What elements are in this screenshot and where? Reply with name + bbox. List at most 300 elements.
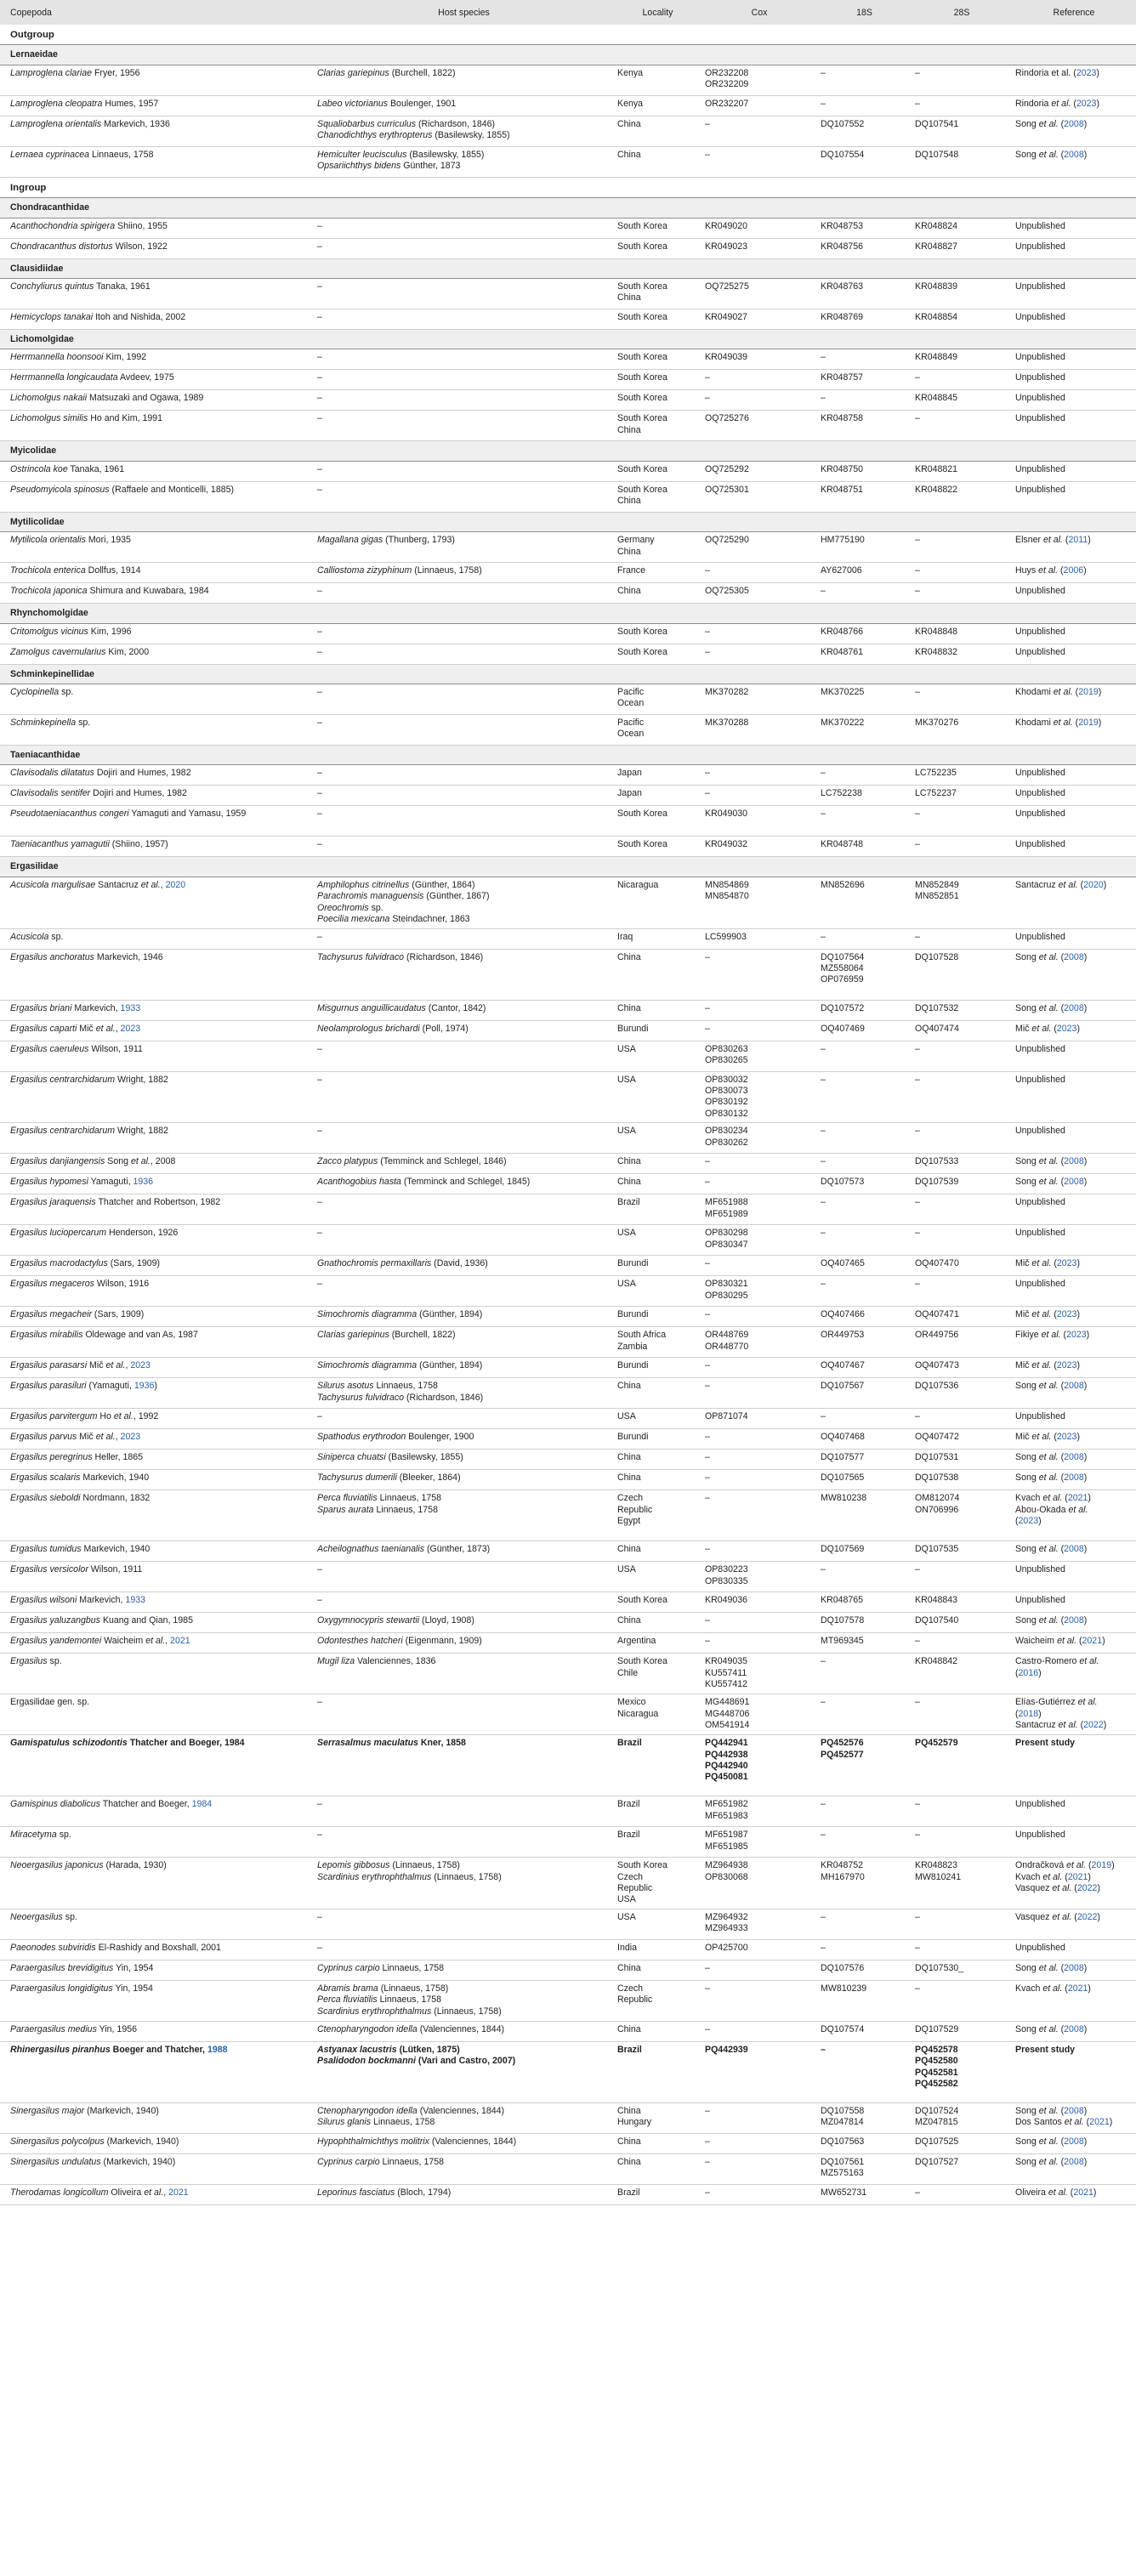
citation-link[interactable]: 2023 [130,1360,151,1371]
copepoda-cell [0,1939,314,1960]
copepoda-cell [0,1960,314,1980]
group-heading: Ingroup [0,177,1136,197]
cell-line [1015,1872,1133,1883]
text-segment: (Cantor, 1842) [425,1002,486,1013]
text-segment: et al. [1031,1360,1052,1371]
citation-link[interactable]: 2008 [1064,2136,1084,2147]
18s-cell [817,837,912,857]
text-segment: Gamispinus diabolicus [10,1799,100,1810]
cell-line: MW810238 [821,1493,867,1504]
reference-cell [1012,1429,1136,1450]
citation-link[interactable]: 2008 [1064,2156,1084,2167]
text-segment: Unpublished [1015,646,1065,657]
copepoda-cell [0,928,314,949]
18s-cell [817,1174,912,1194]
citation-link[interactable]: 2008 [1064,1381,1084,1392]
copepoda-cell [0,1694,314,1735]
cell-line: DQ107530_ [915,1962,964,1973]
citation-link[interactable]: 2020 [165,879,186,890]
locality-cell [614,2102,701,2133]
text-segment: et al. [1038,951,1059,962]
cox-cell [701,837,817,857]
reference-cell [1012,2133,1136,2153]
18s-cell [817,218,912,238]
text-segment: Oldewage and van As, 1987 [82,1330,198,1341]
citation-link[interactable]: 2023 [1076,98,1097,109]
cell-line: KR048758 [821,413,864,424]
citation-link[interactable]: 2008 [1064,2023,1084,2034]
citation-link[interactable]: 2018 [1018,1708,1039,1719]
citation-link[interactable]: 2023 [1056,1432,1077,1443]
text-segment: et al. [140,879,161,890]
group-heading: Outgroup [0,25,1136,45]
host-species-cell [314,279,614,309]
cell-line: OQ725305 [705,586,749,597]
citation-link[interactable]: 2016 [1018,1667,1039,1678]
citation-link[interactable]: 2019 [1091,1860,1112,1871]
citation-link[interactable]: 2008 [1064,1962,1084,1973]
locality-cell [614,1000,701,1020]
locality-cell [614,1613,701,1633]
cox-cell [701,583,817,604]
text-segment: Present study [1015,1738,1076,1749]
text-segment: ( [1015,1667,1019,1678]
cell-line: – [821,809,826,820]
cell-line [1015,1656,1133,1667]
text-segment: , [115,1432,121,1443]
text-segment: Ergasilus centrarchidarum [10,1126,116,1137]
copepoda-cell [0,2133,314,2153]
28s-cell [912,532,1012,563]
cell-line: DQ107528 [915,951,959,962]
cell-line: USA [617,1411,636,1422]
reference-cell [1012,684,1136,715]
reference-cell [1012,623,1136,644]
table-row [0,715,1136,746]
text-segment: Wilson, 1911 [88,1564,143,1575]
citation-link[interactable]: 2023 [1056,1360,1077,1371]
text-segment: Amphilophus citrinellus [317,879,410,890]
text-segment: Calliostoma zizyphinum [317,565,412,576]
citation-link[interactable]: 2023 [1018,1515,1039,1526]
18s-cell [817,411,912,441]
text-segment: – [317,1228,322,1239]
reference-cell [1012,390,1136,411]
column-header-28s: 28S [912,0,1012,25]
cell-line: South Korea [617,393,667,404]
locality-cell [614,370,701,390]
text-segment: Song [1015,2136,1039,2147]
text-segment: et al. [1042,1493,1063,1504]
cell-line: Czech [617,1871,644,1882]
text-segment: Perca fluviatilis [317,1994,378,2006]
text-segment: ( [1058,1381,1065,1392]
citation-link[interactable]: 2008 [1064,1156,1084,1167]
28s-cell [912,949,1012,1000]
citation-link[interactable]: 2023 [1076,67,1097,78]
18s-cell [817,2184,912,2204]
cell-line [317,1564,611,1575]
citation-link[interactable]: 2008 [1064,118,1084,129]
table-row [0,1858,1136,1909]
reference-cell [1012,949,1136,1000]
cell-line: KR048750 [821,463,864,474]
table-row [0,218,1136,238]
text-segment: Unpublished [1015,372,1065,383]
table-header-row [0,0,1136,25]
cell-line: China [617,1962,641,1973]
citation-link[interactable]: 1936 [133,1177,154,1188]
citation-link[interactable]: 2006 [1063,565,1084,576]
text-segment: (Markevich, 1940) [84,2105,159,2116]
cell-line: – [821,352,826,363]
locality-cell [614,1858,701,1909]
cell-line: Republic [617,1994,653,2006]
cell-line [1015,1003,1133,1014]
host-species-cell [314,1470,614,1490]
cox-cell [701,238,817,258]
cox-cell [701,1735,817,1796]
citation-link[interactable]: 2008 [1064,1472,1084,1484]
citation-link[interactable]: 1933 [125,1595,145,1606]
text-segment: ( [1062,1983,1068,1994]
cell-line: South Korea [617,1595,667,1606]
text-segment: Elsner [1015,535,1043,546]
cell-line: OQ407467 [821,1360,865,1371]
reference-cell [1012,1960,1136,1980]
locality-cell [614,1071,701,1123]
citation-link[interactable]: 2020 [1083,879,1104,890]
text-segment: (Sars, 1909) [91,1309,145,1320]
text-segment: Linnaeus, 1758 [371,2117,435,2128]
cell-line: MZ964938 [705,1860,748,1871]
copepoda-cell [0,1276,314,1307]
citation-link[interactable]: 2008 [1064,1177,1084,1188]
cell-line: KU557411 [705,1667,747,1678]
text-segment: ( [1058,1156,1065,1167]
cell-line [1015,1279,1133,1290]
text-segment: Ergasilus macrodactylus [10,1258,108,1269]
cell-line: OQ725290 [705,535,749,546]
cell-line: OM541914 [705,1719,750,1730]
citation-link[interactable]: 2019 [1078,718,1099,729]
text-segment: – [317,687,322,698]
cell-line [317,1126,611,1137]
text-segment: ) [1083,1002,1088,1013]
locality-cell [614,481,701,512]
18s-cell [817,146,912,177]
copepoda-cell [0,1562,314,1592]
text-segment: – [317,1411,322,1422]
text-segment: Linnaeus, 1758 [377,1493,442,1504]
citation-link[interactable]: 2023 [1056,1023,1077,1034]
text-segment: ) [1076,1309,1080,1320]
cell-line: ON706996 [915,1504,959,1515]
cell-line [1015,1564,1133,1575]
locality-cell [614,1633,701,1654]
cell-line: – [915,1636,920,1647]
cox-cell [701,1562,817,1592]
cell-line: – [705,626,710,637]
text-segment: , [165,1636,171,1647]
cell-line [317,1024,611,1035]
text-segment: ) [1083,1544,1088,1555]
locality-cell [614,877,701,928]
text-segment: ) [1088,1871,1091,1882]
citation-link[interactable]: 1936 [133,1381,155,1392]
text-segment: (Günther, 1873) [424,1544,491,1555]
copepoda-cell [0,309,314,330]
citation-link[interactable]: 1933 [120,1002,141,1013]
18s-cell [817,928,912,949]
locality-cell [614,1827,701,1858]
cell-line [1015,413,1133,424]
28s-cell [912,370,1012,390]
copepoda-cell [0,1307,314,1327]
cell-line [317,352,611,363]
host-species-cell [314,2021,614,2041]
copepoda-cell [0,2153,314,2184]
locality-cell [614,1409,701,1429]
citation-link[interactable]: 2021 [1089,2117,1110,2128]
cell-line: OQ725292 [705,463,749,474]
citation-link[interactable]: 2022 [1076,1911,1098,1922]
citation-link[interactable]: 2008 [1064,951,1084,962]
18s-cell [817,1123,912,1154]
citation-link[interactable]: 2021 [1073,2187,1093,2198]
citation-link[interactable]: 2021 [168,2187,189,2198]
28s-cell [912,309,1012,330]
text-segment: Chanodichthys erythropterus [317,130,433,141]
copepoda-cell [0,146,314,177]
text-segment: ) [1093,2187,1097,2198]
text-segment: et al. [1064,2117,1084,2128]
citation-link[interactable]: 2008 [1064,2105,1084,2116]
text-segment: et al. [1038,2023,1059,2034]
text-segment: et al. [1053,687,1073,698]
text-segment: Therodamas longicollum [10,2187,109,2198]
cell-line [317,768,611,779]
cox-cell [701,1000,817,1020]
cell-line: MW810241 [915,1871,962,1882]
cox-cell [701,1541,817,1562]
text-segment: ( [1067,2187,1074,2198]
cell-line: – [705,646,710,657]
text-segment: Ergasilus parvitergum [10,1411,98,1422]
text-segment: Lernaea cyprinacea [10,149,90,160]
locality-cell [614,765,701,786]
cell-line [317,464,611,475]
text-segment: Parachromis managuensis [317,891,424,902]
cell-line [317,1738,611,1749]
text-segment: (Lütken, 1875) [396,2044,460,2055]
text-segment: Ho and Kim, 1991 [88,413,163,424]
18s-cell [817,1429,912,1450]
citation-link[interactable]: 2023 [1066,1330,1087,1341]
cell-line [317,1544,611,1555]
cell-line: OP871074 [705,1411,748,1422]
cell-line: South Korea [617,281,667,292]
citation-link[interactable]: 2008 [1064,149,1084,160]
cox-cell [701,1225,817,1256]
text-segment: Ergasilus tumidus [10,1544,82,1555]
citation-link[interactable]: 1984 [191,1799,213,1810]
cell-line [317,1228,611,1239]
28s-cell [912,146,1012,177]
text-segment: ) [1076,1360,1080,1371]
citation-link[interactable]: 2021 [1082,1636,1103,1647]
18s-cell [817,1654,912,1694]
text-segment: Zamolgus cavernularius [10,646,106,657]
cell-line: LC752238 [821,788,862,799]
text-segment: (Eigenmann, 1909) [402,1636,482,1647]
28s-cell [912,1174,1012,1194]
cox-cell [701,349,817,370]
text-segment: et al. [145,1636,166,1647]
cell-line [1015,1516,1133,1527]
cell-line: Brazil [617,1738,642,1749]
reference-cell [1012,218,1136,238]
cell-line [1015,768,1133,779]
table-row [0,1358,1136,1378]
text-segment: , 1992 [133,1411,159,1422]
text-segment: – [317,586,322,597]
locality-cell [614,2153,701,2184]
citation-link[interactable]: 2021 [1067,1983,1088,1994]
text-segment: Unpublished [1015,768,1065,779]
cell-line: Nicaragua [617,1708,659,1719]
citation-link[interactable]: 2023 [1056,1309,1077,1320]
locality-cell [614,1041,701,1071]
locality-cell [614,1450,701,1470]
citation-link[interactable]: 2008 [1064,1002,1084,1013]
host-species-cell [314,1939,614,1960]
citation-link[interactable]: 2022 [1076,1882,1098,1893]
locality-cell [614,2133,701,2153]
citation-link[interactable]: 2021 [170,1636,190,1647]
table-row [0,411,1136,441]
text-segment: (Temminck and Schlegel, 1846) [378,1156,507,1167]
text-segment: – [317,1197,322,1208]
host-species-cell [314,1041,614,1071]
cell-line [317,241,611,252]
cell-line: – [915,413,920,424]
citation-link[interactable]: 1988 [207,2044,228,2055]
citation-link[interactable]: 2021 [1067,1493,1088,1504]
cell-line: DQ107558 [821,2105,865,2116]
cell-line: KR048765 [821,1595,864,1606]
cox-cell [701,1020,817,1041]
cell-line: – [705,1309,710,1320]
cell-line [1015,839,1133,850]
citation-link[interactable]: 2022 [1083,1719,1104,1730]
copepoda-cell [0,1409,314,1429]
host-species-cell [314,146,614,177]
text-segment: Zacco platypus [317,1156,378,1167]
citation-link[interactable]: 2008 [1064,1452,1084,1463]
citation-link[interactable]: 2021 [1067,1871,1088,1882]
text-segment: Tachysurus fulvidraco [317,951,405,962]
text-segment: Trochicola enterica [10,565,86,576]
18s-cell [817,1000,912,1020]
cell-line: USA [617,1074,636,1085]
citation-link[interactable]: 2023 [120,1432,141,1443]
citation-link[interactable]: 2019 [1078,687,1099,698]
text-segment: Kim, 1992 [103,352,147,363]
table-row [0,1307,1136,1327]
host-species-cell [314,1960,614,1980]
cell-line [1015,2117,1133,2128]
copepoda-cell [0,411,314,441]
text-segment: Ergasilus mirabilis [10,1330,83,1341]
text-segment: ) [1088,535,1091,546]
cell-line: Japan [617,788,642,799]
cell-line: Pacific [617,687,645,698]
family-heading-row [0,45,1136,65]
cox-cell [701,390,817,411]
text-segment: Song [1015,1002,1039,1013]
text-segment: Sparus aurata [317,1504,374,1515]
locality-cell [614,461,701,481]
text-segment: Unpublished [1015,931,1065,942]
text-segment: – [317,809,322,820]
reference-cell [1012,1378,1136,1409]
citation-link[interactable]: 2023 [1056,1258,1077,1269]
host-species-cell [314,644,614,664]
text-segment: Ergasilus yaluzangbus [10,1615,100,1626]
text-segment: ( [1077,1719,1084,1730]
cell-line [317,1381,611,1392]
text-segment: et al. [1042,1983,1063,1994]
locality-cell [614,390,701,411]
cell-line [317,1432,611,1443]
host-species-cell [314,2184,614,2204]
28s-cell [912,1735,1012,1796]
citation-link[interactable]: 2008 [1064,1615,1084,1626]
text-segment: ( [1058,1544,1065,1555]
host-species-cell [314,837,614,857]
18s-cell [817,95,912,116]
cell-line: – [821,1697,826,1708]
text-segment: Markevich, [71,1002,121,1013]
cell-line [1015,1452,1133,1463]
reference-cell [1012,1000,1136,1020]
text-segment: Ergasilus scalaris [10,1472,81,1484]
citation-link[interactable]: 2008 [1064,1544,1084,1555]
28s-cell [912,481,1012,512]
text-segment: sp. [62,1911,77,1922]
cell-line: KR048751 [821,484,864,495]
host-species-cell [314,1450,614,1470]
copepoda-cell [0,65,314,95]
text-segment: Unpublished [1015,1411,1065,1422]
cell-line: USA [617,1279,636,1290]
cell-line: MK370276 [915,718,959,729]
18s-cell [817,2041,912,2102]
reference-cell [1012,1450,1136,1470]
28s-cell [912,1450,1012,1470]
cell-line: China [617,1381,641,1392]
cox-cell [701,1429,817,1450]
cell-line [317,1472,611,1484]
locality-cell [614,806,701,837]
table-row [0,1154,1136,1174]
citation-link[interactable]: 2011 [1068,535,1088,546]
cell-line: OP830295 [705,1290,748,1301]
cell-line: Burundi [617,1258,649,1269]
host-species-cell [314,461,614,481]
citation-link[interactable]: 2023 [120,1023,141,1034]
